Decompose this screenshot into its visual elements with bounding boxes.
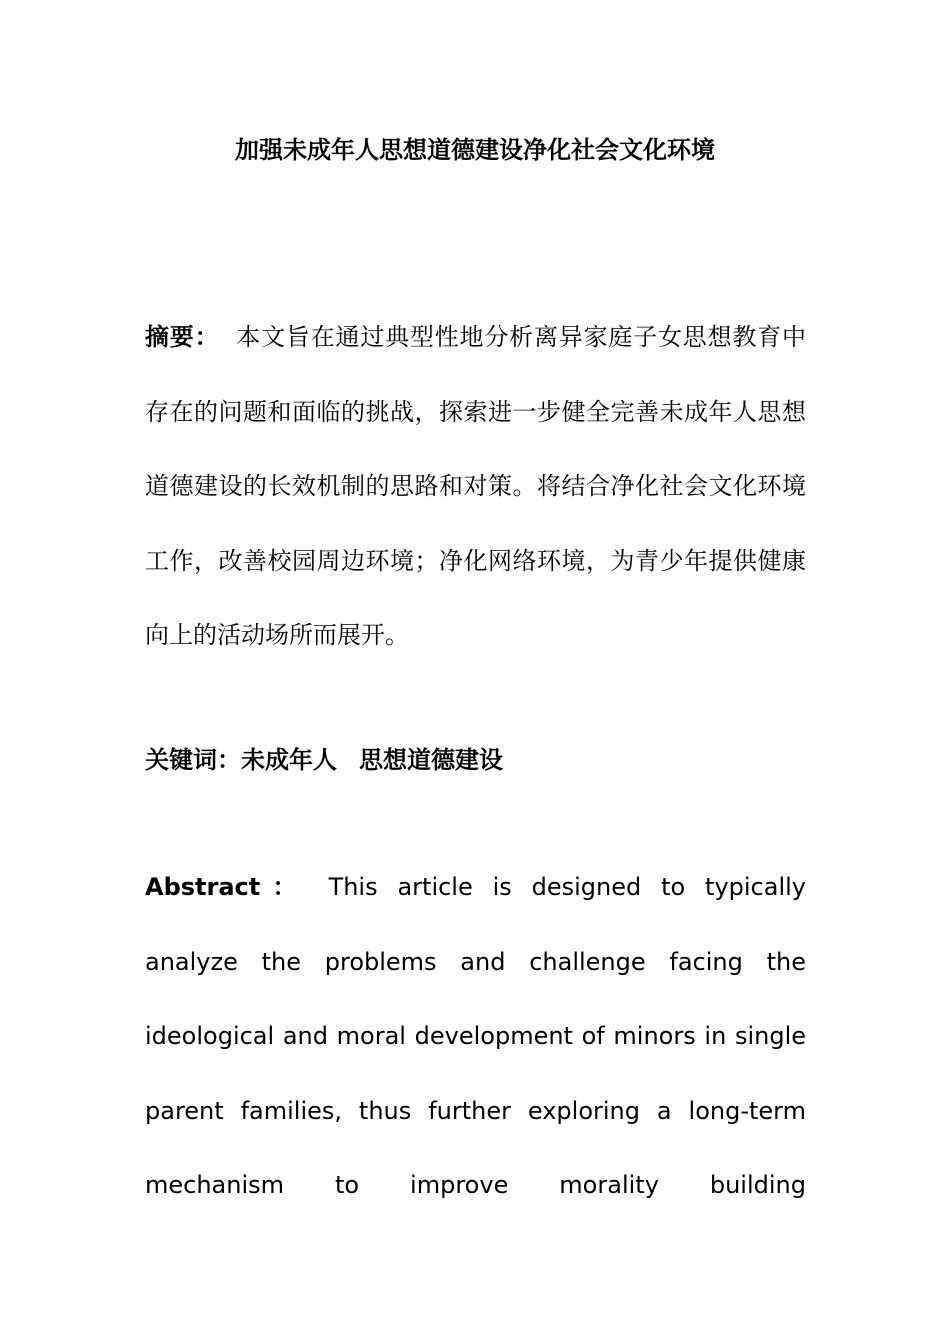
keywords-line	[145, 740, 806, 780]
keywords-label: 关键词：	[145, 746, 241, 774]
english-abstract	[145, 850, 806, 1223]
english-abstract-label: Abstract：	[145, 873, 309, 901]
keyword-item: 未成年人	[241, 746, 337, 774]
chinese-abstract-label: 摘要：	[145, 323, 220, 351]
document-title: 加强未成年人思想道德建设净化社会文化环境	[235, 136, 715, 164]
chinese-abstract	[145, 300, 806, 673]
chinese-abstract-text: 本文旨在通过典型性地分析离异家庭子女思想教育中存在的问题和面临的挑战，探索进一步健全完善未成年人思想道德建设的长效机制的思路和对策。将结合净化社会文化环境工作，改善校园周边环境；净化网络环境，为青少年提供健康向上的活动场所而展开。	[145, 323, 807, 649]
english-abstract-text: This article is designed to typically analyze the problems and challenge facing the ideological and moral development of minors in single parent families, thus further exploring a long-term mechanism to improve morality building	[145, 873, 806, 1199]
keyword-item: 思想道德建设	[359, 746, 503, 774]
